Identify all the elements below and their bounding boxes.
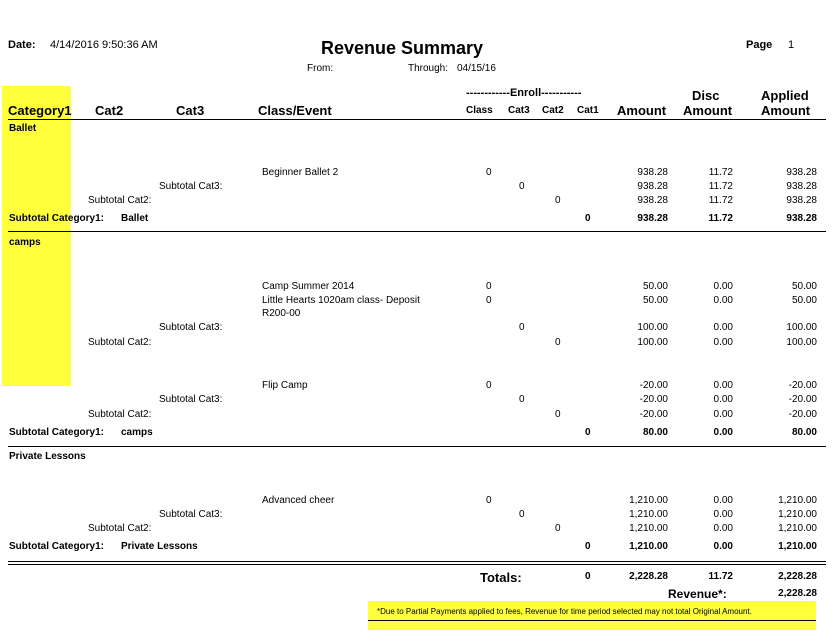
applied-value: 938.28 (786, 195, 817, 206)
revenue-value: 2,228.28 (778, 588, 817, 599)
amount-value: 1,210.00 (629, 509, 668, 520)
enroll-cat2-value: 0 (555, 195, 561, 206)
enroll-class-value: 0 (486, 380, 492, 391)
disc-value: 0.00 (713, 281, 733, 292)
section-rule (8, 446, 826, 447)
subtotal-cat3-label: Subtotal Cat3: (159, 322, 223, 333)
through-label: Through: (408, 63, 449, 74)
disc-value: 0.00 (713, 295, 733, 306)
applied-value: 938.28 (786, 181, 817, 192)
category-private-lessons: Private Lessons (9, 451, 86, 462)
disc-value: 0.00 (713, 495, 733, 506)
cat2-header: Cat2 (95, 103, 124, 118)
applied-value: -20.00 (788, 394, 817, 405)
applied-value: 1,210.00 (778, 523, 817, 534)
disc-value: 0.00 (713, 509, 733, 520)
subtotal-cat3-label: Subtotal Cat3: (159, 394, 223, 405)
subtotal-cat2-label: Subtotal Cat2: (88, 337, 152, 348)
date-value: 4/14/2016 9:50:36 AM (50, 39, 158, 51)
enroll-cat1-value: 0 (585, 213, 591, 224)
event-little-hearts-line2: R200-00 (262, 308, 301, 319)
disc-value: 11.72 (708, 195, 733, 206)
subtotal-category1-name: Private Lessons (121, 541, 198, 552)
amount-value: 938.28 (637, 195, 668, 206)
applied-value: 1,210.00 (778, 541, 817, 552)
category1-header: Category1 (8, 103, 72, 118)
amount-value: 80.00 (642, 427, 668, 438)
disc-value: 11.72 (708, 181, 733, 192)
applied-value: 938.28 (786, 167, 817, 178)
totals-enroll: 0 (585, 571, 591, 582)
amount-value: 50.00 (642, 281, 668, 292)
disc-header-line2: Amount (683, 103, 733, 118)
subtotal-category1-name: camps (121, 427, 153, 438)
applied-value: 100.00 (786, 322, 817, 333)
applied-value: 1,210.00 (778, 495, 817, 506)
enroll-class-value: 0 (486, 295, 492, 306)
event-advanced-cheer: Advanced cheer (262, 495, 335, 506)
report-title: Revenue Summary (321, 38, 484, 58)
enroll-cat2-value: 0 (555, 409, 561, 420)
header-rule (8, 119, 826, 120)
totals-rule-top (8, 561, 826, 562)
amount-value: 1,210.00 (629, 495, 668, 506)
applied-value: 1,210.00 (778, 509, 817, 520)
section-rule (8, 231, 826, 232)
disc-header-line1: Disc (692, 88, 720, 103)
category-camps: camps (9, 237, 41, 248)
amount-value: 1,210.00 (629, 541, 668, 552)
disc-value: 0.00 (713, 380, 733, 391)
enroll-cat1-header: Cat1 (577, 105, 599, 116)
cat3-header: Cat3 (176, 103, 205, 118)
enroll-class-value: 0 (486, 495, 492, 506)
subtotal-cat2-label: Subtotal Cat2: (88, 195, 152, 206)
disc-value: 0.00 (713, 523, 733, 534)
disc-value: 0.00 (713, 541, 733, 552)
amount-value: 100.00 (637, 337, 668, 348)
enroll-cat3-header: Cat3 (508, 105, 530, 116)
page-label: Page (746, 39, 773, 51)
applied-header-line2: Amount (761, 103, 811, 118)
subtotal-category1-label: Subtotal Category1: (9, 541, 105, 552)
enroll-cat3-value: 0 (519, 322, 525, 333)
footnote: *Due to Partial Payments applied to fees, Revenue for time period selected may not total Original Amount. (377, 607, 752, 616)
subtotal-cat2-label: Subtotal Cat2: (88, 523, 152, 534)
enroll-cat1-value: 0 (585, 541, 591, 552)
enroll-class-header: Class (466, 105, 493, 116)
subtotal-cat3-label: Subtotal Cat3: (159, 509, 223, 520)
enroll-cat2-header: Cat2 (542, 105, 564, 116)
page-number: 1 (788, 39, 795, 51)
disc-value: 0.00 (713, 322, 733, 333)
enroll-group-header: ------------Enroll----------- (466, 87, 582, 99)
date-label: Date: (8, 39, 36, 51)
applied-value: -20.00 (788, 380, 817, 391)
amount-value: 938.28 (637, 213, 668, 224)
amount-value: 1,210.00 (629, 523, 668, 534)
from-label: From: (307, 63, 334, 74)
event-camp-summer-2014: Camp Summer 2014 (262, 281, 355, 292)
applied-value: 100.00 (786, 337, 817, 348)
event-little-hearts: Little Hearts 1020am class- Deposit (262, 295, 420, 306)
disc-value: 11.72 (708, 167, 733, 178)
subtotal-category1-name: Ballet (121, 213, 149, 224)
subtotal-cat3-label: Subtotal Cat3: (159, 181, 223, 192)
category-ballet: Ballet (9, 123, 37, 134)
totals-amount: 2,228.28 (629, 571, 668, 582)
enroll-cat2-value: 0 (555, 523, 561, 534)
event-flip-camp: Flip Camp (262, 380, 308, 391)
disc-value: 0.00 (713, 427, 733, 438)
footnote-rule (368, 620, 816, 621)
amount-value: 50.00 (642, 295, 668, 306)
applied-value: 50.00 (791, 281, 817, 292)
enroll-cat2-value: 0 (555, 337, 561, 348)
class-event-header: Class/Event (258, 103, 332, 118)
amount-value: -20.00 (639, 380, 668, 391)
disc-value: 0.00 (713, 394, 733, 405)
disc-value: 0.00 (713, 409, 733, 420)
totals-rule-bottom (8, 564, 826, 565)
revenue-label: Revenue*: (668, 587, 727, 601)
enroll-class-value: 0 (486, 167, 492, 178)
subtotal-category1-label: Subtotal Category1: (9, 213, 105, 224)
amount-header: Amount (617, 103, 667, 118)
enroll-cat3-value: 0 (519, 509, 525, 520)
amount-value: 100.00 (637, 322, 668, 333)
disc-value: 11.72 (708, 213, 733, 224)
disc-value: 0.00 (713, 337, 733, 348)
enroll-cat3-value: 0 (519, 394, 525, 405)
subtotal-category1-label: Subtotal Category1: (9, 427, 105, 438)
event-beginner-ballet-2: Beginner Ballet 2 (262, 167, 339, 178)
subtotal-cat2-label: Subtotal Cat2: (88, 409, 152, 420)
through-value: 04/15/16 (457, 63, 496, 74)
amount-value: 938.28 (637, 167, 668, 178)
applied-value: 50.00 (791, 295, 817, 306)
enroll-cat3-value: 0 (519, 181, 525, 192)
amount-value: -20.00 (639, 409, 668, 420)
totals-disc: 11.72 (708, 571, 733, 582)
applied-value: 938.28 (786, 213, 817, 224)
applied-header-line1: Applied (761, 88, 809, 103)
totals-applied: 2,228.28 (778, 571, 817, 582)
totals-label: Totals: (480, 570, 522, 585)
enroll-class-value: 0 (486, 281, 492, 292)
amount-value: 938.28 (637, 181, 668, 192)
enroll-cat1-value: 0 (585, 427, 591, 438)
applied-value: -20.00 (788, 409, 817, 420)
amount-value: -20.00 (639, 394, 668, 405)
applied-value: 80.00 (791, 427, 817, 438)
